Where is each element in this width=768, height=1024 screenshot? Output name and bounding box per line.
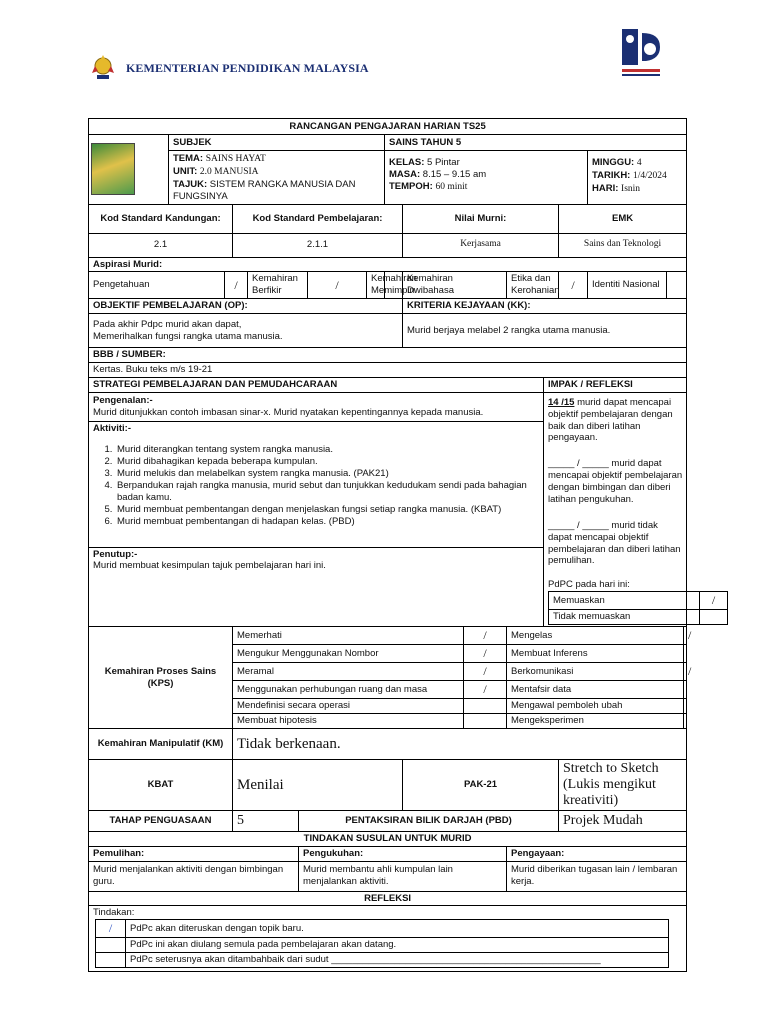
kps-tick[interactable]: / (464, 645, 507, 663)
tarikh-value: 1/4/2024 (632, 170, 667, 181)
subjek-label: SUBJEK (169, 135, 385, 151)
ks-pembelajaran-label: Kod Standard Pembelajaran: (233, 204, 403, 233)
aspirasi-tick[interactable]: / (308, 272, 367, 299)
pengayaan-text: Murid diberikan tugasan lain / lembaran kerja. (507, 861, 687, 891)
kk-label: KRITERIA KEJAYAAN (KK): (403, 299, 687, 314)
kps-tick[interactable]: / (464, 627, 507, 645)
kps-tick[interactable] (464, 699, 507, 714)
kps-item: Menggunakan perhubungan ruang dan masa (233, 681, 464, 699)
km-value: Tidak berkenaan. (233, 729, 687, 760)
kps-tick[interactable]: / (464, 681, 507, 699)
list-item: 1. Murid diterangkan tentang system rangka manusia. (115, 444, 539, 456)
document-title: RANCANGAN PENGAJARAN HARIAN TS25 (89, 119, 687, 135)
aspirasi-label: Aspirasi Murid: (89, 257, 687, 272)
kelas-value: 5 Pintar (427, 157, 460, 168)
pak-label: PAK-21 (403, 760, 559, 811)
tindakan-label: Tindakan: (93, 907, 135, 919)
class-block: KELAS: 5 Pintar MASA: 8.15 – 9.15 am TEMPOH: 60 minit (385, 151, 588, 205)
impak-content: 14 /15 murid dapat mencapai objektif pembelajaran dengan baik dan diberi latihan pengayaan. _____ / _____ murid dapat mencapai objektif pembelajaran dengan bimbingan dan diberi latihan pengukuhan. _____ / _____ murid tidak dapat mencapai objektif pembelajaran dan diberi latihan pemulihan. PdPC pada hari ini: Memuaskan / Tidak memuaskan (544, 392, 687, 626)
list-item: 2. Murid dibahagikan kepada beberapa kumpulan. (115, 456, 539, 468)
refleksi-label: REFLEKSI (89, 891, 687, 906)
kps-tick[interactable]: / (464, 663, 507, 681)
pbd-value: Projek Mudah (559, 811, 687, 832)
kbat-value: Menilai (233, 760, 403, 811)
tajuk-value: SISTEM RANGKA MANUSIA DAN FUNGSINYA (173, 178, 356, 202)
impak-count: 14 /15 (548, 396, 575, 408)
aspirasi-tick[interactable]: / (225, 272, 248, 299)
textbook-cover-icon (91, 143, 135, 195)
pak-value: Stretch to Sketch (Lukis mengikut kreativiti) (559, 760, 687, 811)
pengayaan-label: Pengayaan: (507, 846, 687, 861)
tindakan-tick[interactable] (96, 938, 126, 953)
page-header (88, 53, 369, 83)
tempoh-value: 60 minit (435, 181, 468, 192)
aspirasi-item: Kemahiran Memimpin (367, 272, 385, 299)
kps-item: Membuat Inferens (507, 645, 684, 663)
aktiviti-label: Aktiviti:- (93, 422, 131, 434)
ministry-name: KEMENTERIAN PENDIDIKAN MALAYSIA (126, 60, 369, 75)
kps-item: Meramal (233, 663, 464, 681)
aspirasi-item: Etika dan Kerohanian (507, 272, 559, 299)
kps-tick[interactable]: / (684, 627, 687, 645)
kps-tick[interactable] (684, 714, 687, 729)
aspirasi-tick[interactable]: / (559, 272, 588, 299)
kps-label: Kemahiran Proses Sains (KPS) (89, 627, 233, 729)
ks-pembelajaran-value: 2.1.1 (233, 233, 403, 257)
tindakan-tick[interactable] (96, 953, 126, 968)
masa-value: 8.15 – 9.15 am (422, 168, 487, 180)
lesson-plan-table (88, 118, 716, 972)
kk-text: Murid berjaya melabel 2 rangka utama manusia. (403, 314, 687, 348)
kps-item: Mendefinisi secara operasi (233, 699, 464, 714)
pengenalan-text: Murid ditunjukkan contoh imbasan sinar-x. Murid nyatakan kepentingannya kepada manusia. (93, 406, 484, 418)
tindakan-item: PdPc akan diteruskan dengan topik baru. (126, 920, 669, 938)
kps-tick[interactable]: / (684, 663, 687, 681)
pemulihan-label: Pemulihan: (89, 846, 299, 861)
topic-block: TEMA: SAINS HAYAT UNIT: 2.0 MANUSIA TAJUK: SISTEM RANGKA MANUSIA DAN FUNGSINYA (169, 151, 385, 205)
kps-item: Mengelas (507, 627, 684, 645)
pemulihan-text: Murid menjalankan aktiviti dengan bimbingan guru. (89, 861, 299, 891)
kps-item: Mengukur Menggunakan Nombor (233, 645, 464, 663)
pdpc-item: Tidak memuaskan (549, 610, 700, 625)
impak-blank[interactable]: _____ / _____ (548, 519, 609, 531)
strategi-label: STRATEGI PEMBELAJARAN DAN PEMUDAHCARAAN (89, 377, 544, 392)
pengenalan-label: Pengenalan:- (93, 394, 153, 406)
km-label: Kemahiran Manipulatif (KM) (89, 729, 233, 760)
tindakan-item: PdPc ini akan diulang semula pada pembelajaran akan datang. (126, 938, 669, 953)
kps-item: Berkomunikasi (507, 663, 684, 681)
op-text: Pada akhir Pdpc murid akan dapat, Memerihalkan fungsi rangka utama manusia. (89, 314, 403, 348)
pengukuhan-label: Pengukuhan: (299, 846, 507, 861)
tema-value: SAINS HAYAT (205, 154, 266, 164)
aspirasi-row (89, 272, 687, 299)
aktiviti-list (93, 444, 539, 527)
ks-kandungan-value: 2.1 (89, 233, 233, 257)
nilai-murni-label: Nilai Murni: (403, 204, 559, 233)
kps-tick[interactable] (684, 699, 687, 714)
aspirasi-item: Kemahiran Berfikir (248, 272, 308, 299)
subjek-value: SAINS TAHUN 5 (385, 135, 687, 151)
kps-item: Mengeksperimen (507, 714, 684, 729)
aspirasi-item: Kemahiran Dwibahasa (403, 272, 507, 299)
nilai-murni-value: Kerjasama (403, 233, 559, 257)
pdpc-tick[interactable] (700, 610, 728, 625)
impak-blank[interactable]: _____ / _____ (548, 458, 609, 470)
tindakan-item: PdPc seterusnya akan ditambahbaik dari sudut ___________________________________________________ (126, 953, 669, 968)
aspirasi-tick[interactable] (667, 272, 687, 299)
ks-kandungan-label: Kod Standard Kandungan: (89, 204, 233, 233)
kps-item: Memerhati (233, 627, 464, 645)
tindakan-susulan-label: TINDAKAN SUSULAN UNTUK MURID (89, 831, 687, 846)
kps-item: Mengawal pemboleh ubah (507, 699, 684, 714)
bbb-text: Kertas. Buku teks m/s 19-21 (89, 362, 687, 377)
kps-item: Mentafsir data (507, 681, 684, 699)
tp-value: 5 (233, 811, 299, 832)
kps-tick[interactable] (684, 681, 687, 699)
pdpc-item: Memuaskan (549, 592, 700, 610)
textbook-cover (89, 135, 169, 205)
tp-label: TAHAP PENGUASAAN (89, 811, 233, 832)
pdpc-tick[interactable]: / (700, 592, 728, 610)
tindakan-table (95, 919, 669, 968)
aspirasi-item: Identiti Nasional (588, 272, 667, 299)
date-block: MINGGU: 4 TARIKH: 1/4/2024 HARI: Isnin (588, 151, 687, 205)
list-item: 4. Berpandukan rajah rangka manusia, murid sebut dan tunjukkan kedudukam sendi pada bahagian badan kamu. (115, 480, 539, 504)
ts25-logo-icon (616, 25, 666, 83)
penutup-label: Penutup:- (93, 548, 138, 560)
list-item: 6. Murid membuat pembentangan di hadapan kelas. (PBD) (115, 516, 539, 528)
pengukuhan-text: Murid membantu ahli kumpulan lain menjalankan aktiviti. (299, 861, 507, 891)
list-item: 5. Murid membuat pembentangan dengan menjelaskan fungsi setiap rangka manusia. (KBAT) (115, 504, 539, 516)
kps-item: Membuat hipotesis (233, 714, 464, 729)
list-item: 3. Murid melukis dan melabelkan system rangka manusia. (PAK21) (115, 468, 539, 480)
strategi-content (89, 392, 544, 626)
refleksi-content (89, 906, 687, 972)
minggu-value: 4 (636, 158, 642, 168)
pbd-label: PENTAKSIRAN BILIK DARJAH (PBD) (299, 811, 559, 832)
kps-tick[interactable] (464, 714, 507, 729)
kps-tick[interactable] (684, 645, 687, 663)
kbat-label: KBAT (89, 760, 233, 811)
bbb-label: BBB / SUMBER: (89, 348, 687, 363)
pdpc-table (548, 591, 728, 625)
malaysia-crest-icon (88, 53, 118, 83)
emk-label: EMK (559, 204, 687, 233)
penutup-text: Murid membuat kesimpulan tajuk pembelajaran hari ini. (93, 560, 326, 572)
emk-value: Sains dan Teknologi (559, 233, 687, 257)
impak-label: IMPAK / REFLEKSI (544, 377, 687, 392)
op-label: OBJEKTIF PEMBELAJARAN (OP): (89, 299, 403, 314)
aspirasi-item: Pengetahuan (89, 272, 225, 299)
unit-value: 2.0 MANUSIA (199, 166, 259, 177)
hari-value: Isnin (621, 183, 641, 194)
tindakan-tick[interactable]: / (96, 920, 126, 938)
pdpc-label: PdPC pada hari ini: (548, 579, 630, 591)
